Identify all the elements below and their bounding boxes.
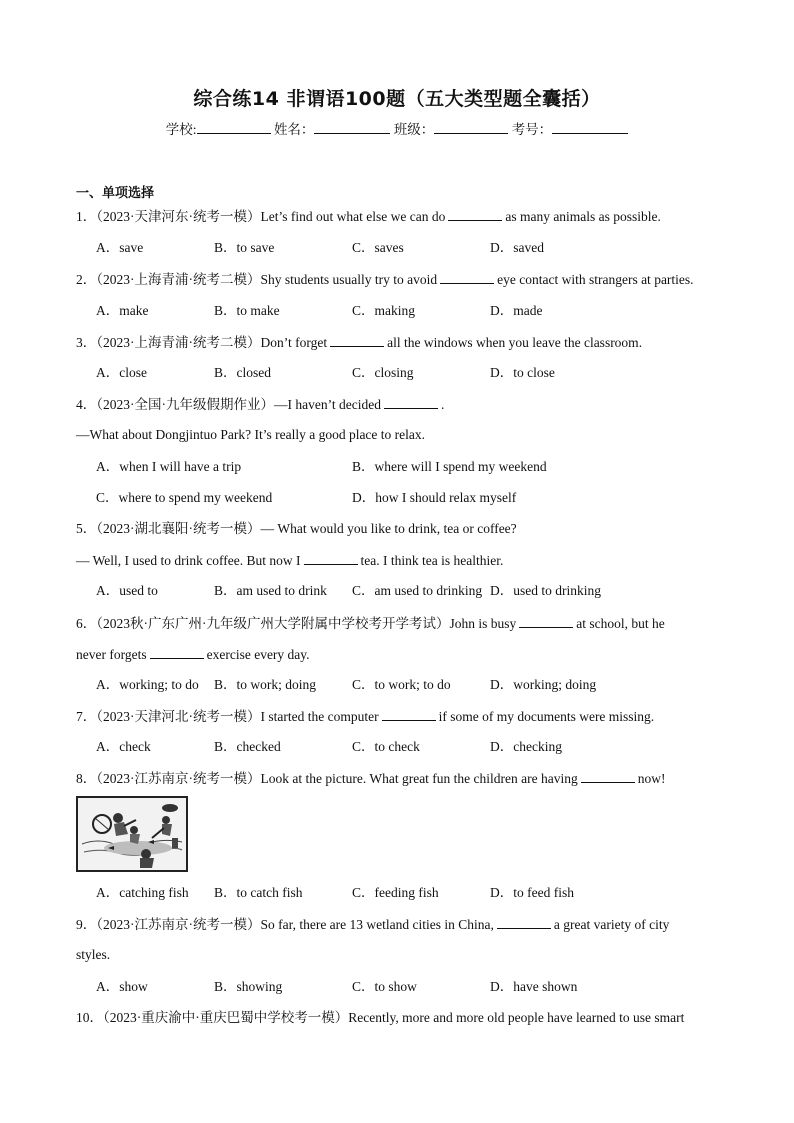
option-c: C．closing xyxy=(352,365,414,380)
question-7: 7．（2023·天津河北·统考一模）I started the computer if some of my documents were missing. xyxy=(76,709,655,724)
option-d: D．to feed fish xyxy=(490,885,574,900)
option-d: D．have shown xyxy=(490,979,578,994)
answer-blank xyxy=(382,708,436,721)
option-b: B．showing xyxy=(214,979,283,994)
answer-blank xyxy=(304,552,358,565)
class-label: 班级： xyxy=(393,122,435,137)
name-label: 姓名： xyxy=(273,122,315,137)
option-a: A．working; to do xyxy=(96,677,199,692)
answer-blank xyxy=(519,615,573,628)
option-c: C．to show xyxy=(352,979,417,994)
name-field[interactable] xyxy=(314,121,390,134)
option-a: A．show xyxy=(96,979,148,994)
answer-blank xyxy=(150,646,204,659)
option-c: C．to check xyxy=(352,739,420,754)
question-2: 2．（2023·上海青浦·统考二模）Shy students usually try to avoid eye contact with strangers at parties. xyxy=(76,272,694,287)
question-8: 8．（2023·江苏南京·统考一模）Look at the picture. What great fun the children are having now! xyxy=(76,771,666,786)
question-3: 3．（2023·上海青浦·统考二模）Don’t forget all the windows when you leave the classroom. xyxy=(76,335,643,350)
option-d: D．checking xyxy=(490,739,562,754)
option-a: A．when I will have a trip xyxy=(96,459,242,474)
answer-blank xyxy=(448,208,502,221)
option-a: A．make xyxy=(96,303,149,318)
option-a: A．used to xyxy=(96,583,158,598)
school-label: 学校: xyxy=(165,122,197,137)
question-9: 9．（2023·江苏南京·统考一模）So far, there are 13 wetland cities in China, a great variety of city xyxy=(76,917,670,932)
option-d: D．used to drinking xyxy=(490,583,601,598)
question-9-line-2: styles. xyxy=(76,947,111,962)
option-b: B．where will I spend my weekend xyxy=(352,459,547,474)
question-1: 1．（2023·天津河东·统考一模）Let’s find out what else we can do as many animals as possible. xyxy=(76,209,661,224)
option-a: A．catching fish xyxy=(96,885,189,900)
question-6-line-2: never forgets exercise every day. xyxy=(76,647,310,662)
option-d: D．made xyxy=(490,303,543,318)
page-title: 综合练14 非谓语100题（五大类型题全囊括） xyxy=(193,88,601,110)
option-c: C．making xyxy=(352,303,415,318)
option-d: D．how I should relax myself xyxy=(352,490,517,505)
question-10: 10．（2023·重庆渝中·重庆巴蜀中学校考一模）Recently, more and more old people have learned to use smart xyxy=(76,1010,685,1025)
answer-blank xyxy=(497,916,551,929)
option-b: B．to make xyxy=(214,303,280,318)
option-b: B．to catch fish xyxy=(214,885,303,900)
question-5-line-2: — Well, I used to drink coffee. But now I tea. I think tea is healthier. xyxy=(76,553,504,568)
answer-blank xyxy=(330,334,384,347)
option-b: B．to save xyxy=(214,240,275,255)
option-d: D．saved xyxy=(490,240,544,255)
question-5: 5．（2023·湖北襄阳·统考一模）— What would you like to drink, tea or coffee? xyxy=(76,521,517,536)
option-c: C．where to spend my weekend xyxy=(96,490,273,505)
option-b: B．am used to drink xyxy=(214,583,327,598)
option-a: A．check xyxy=(96,739,151,754)
question-4: 4．（2023·全国·九年级假期作业）—I haven’t decided . xyxy=(76,397,445,412)
option-d: D．working; doing xyxy=(490,677,597,692)
option-a: A．close xyxy=(96,365,147,380)
option-c: C．saves xyxy=(352,240,404,255)
student-info-line xyxy=(0,118,794,138)
option-b: B．closed xyxy=(214,365,271,380)
option-c: C．feeding fish xyxy=(352,885,439,900)
answer-blank xyxy=(440,271,494,284)
exam-no-label: 考号： xyxy=(511,122,553,137)
section-title: 一、单项选择 xyxy=(76,186,155,201)
option-b: B．checked xyxy=(214,739,281,754)
school-field[interactable] xyxy=(197,121,271,134)
option-a: A．save xyxy=(96,240,144,255)
question-6: 6．（2023秋·广东广州·九年级广州大学附属中学校考开学考试）John is busy at school, but he xyxy=(76,616,665,631)
exam-no-field[interactable] xyxy=(552,121,628,134)
question-4-line-2: —What about Dongjintuo Park? It’s really a good place to relax. xyxy=(76,427,426,442)
class-field[interactable] xyxy=(434,121,508,134)
children-fishing-picture xyxy=(76,796,188,872)
option-b: B．to work; doing xyxy=(214,677,317,692)
option-c: C．am used to drinking xyxy=(352,583,483,598)
option-c: C．to work; to do xyxy=(352,677,451,692)
option-d: D．to close xyxy=(490,365,555,380)
fishing-illustration xyxy=(78,798,186,870)
answer-blank xyxy=(384,396,438,409)
answer-blank xyxy=(581,770,635,783)
